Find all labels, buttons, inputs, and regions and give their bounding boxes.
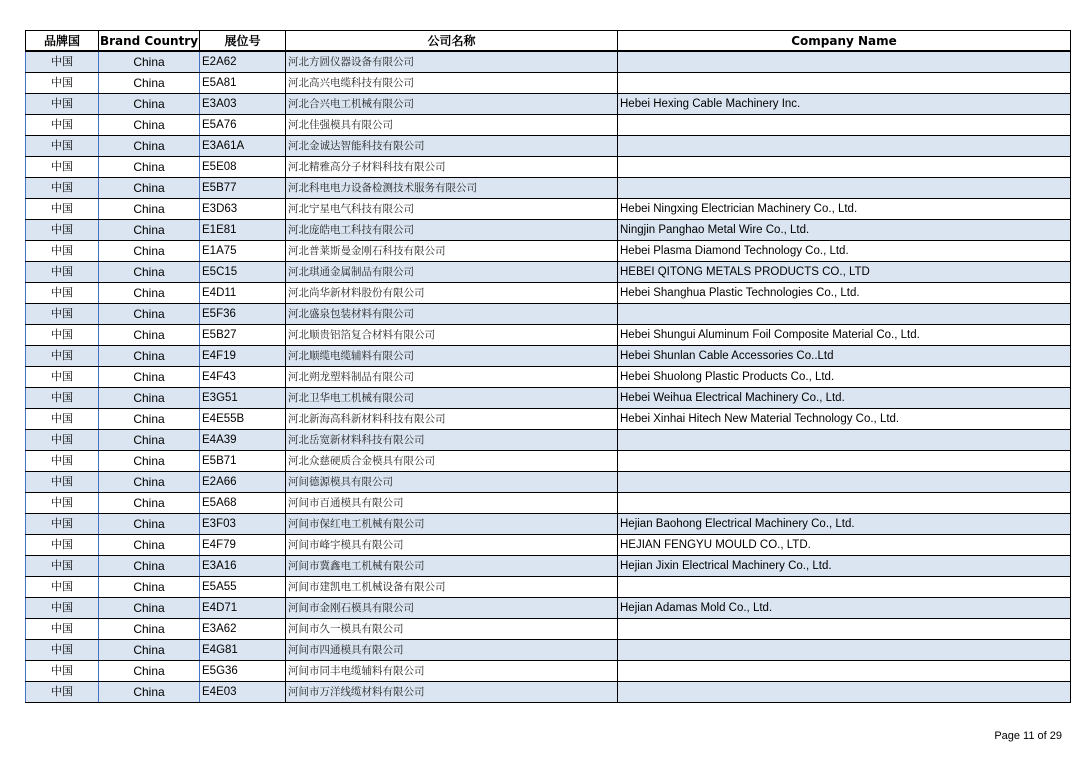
table-row bbox=[26, 325, 1071, 346]
cell-brand-country-en: China bbox=[99, 199, 200, 220]
cell-booth-number: E4E55B bbox=[200, 409, 286, 430]
cell-booth-number: E3A03 bbox=[200, 94, 286, 115]
cell-booth-number: E4F19 bbox=[200, 346, 286, 367]
table-row bbox=[26, 577, 1071, 598]
cell-company-name-en bbox=[618, 178, 1071, 199]
table-row bbox=[26, 598, 1071, 619]
cell-brand-country-en: China bbox=[99, 367, 200, 388]
cell-company-name-cn: 河北普莱斯曼金刚石科技有限公司 bbox=[286, 241, 618, 262]
cell-company-name-en bbox=[618, 51, 1071, 73]
cell-brand-country-en: China bbox=[99, 94, 200, 115]
table-row bbox=[26, 619, 1071, 640]
cell-brand-country-cn: 中国 bbox=[26, 472, 99, 493]
cell-brand-country-en: China bbox=[99, 409, 200, 430]
cell-company-name-en bbox=[618, 640, 1071, 661]
cell-company-name-cn: 河北合兴电工机械有限公司 bbox=[286, 94, 618, 115]
table-body bbox=[26, 51, 1071, 703]
cell-brand-country-en: China bbox=[99, 598, 200, 619]
cell-booth-number: E4D71 bbox=[200, 598, 286, 619]
cell-brand-country-cn: 中国 bbox=[26, 136, 99, 157]
page-number: Page 11 of 29 bbox=[994, 730, 1062, 742]
cell-booth-number: E5A81 bbox=[200, 73, 286, 94]
cell-brand-country-en: China bbox=[99, 283, 200, 304]
table-row bbox=[26, 682, 1071, 703]
cell-company-name-en: Hejian Adamas Mold Co., Ltd. bbox=[618, 598, 1071, 619]
cell-company-name-cn: 河间市保红电工机械有限公司 bbox=[286, 514, 618, 535]
cell-company-name-cn: 河北朔龙塑料制品有限公司 bbox=[286, 367, 618, 388]
cell-brand-country-cn: 中国 bbox=[26, 556, 99, 577]
cell-booth-number: E2A62 bbox=[200, 51, 286, 73]
cell-company-name-en bbox=[618, 136, 1071, 157]
cell-brand-country-en: China bbox=[99, 241, 200, 262]
cell-brand-country-en: China bbox=[99, 430, 200, 451]
table-row bbox=[26, 51, 1071, 73]
table-row bbox=[26, 304, 1071, 325]
cell-booth-number: E3A61A bbox=[200, 136, 286, 157]
cell-company-name-cn: 河北众慈硬质合金模具有限公司 bbox=[286, 451, 618, 472]
cell-brand-country-cn: 中国 bbox=[26, 451, 99, 472]
cell-brand-country-cn: 中国 bbox=[26, 514, 99, 535]
cell-brand-country-cn: 中国 bbox=[26, 640, 99, 661]
cell-brand-country-cn: 中国 bbox=[26, 535, 99, 556]
cell-company-name-cn: 河北新海高科新材料科技有限公司 bbox=[286, 409, 618, 430]
cell-company-name-en: Hejian Jixin Electrical Machinery Co., Ltd. bbox=[618, 556, 1071, 577]
cell-brand-country-cn: 中国 bbox=[26, 619, 99, 640]
header-row bbox=[26, 31, 1071, 52]
table-row bbox=[26, 640, 1071, 661]
table-row bbox=[26, 388, 1071, 409]
cell-company-name-cn: 河间市金刚石模具有限公司 bbox=[286, 598, 618, 619]
cell-brand-country-en: China bbox=[99, 304, 200, 325]
cell-brand-country-cn: 中国 bbox=[26, 388, 99, 409]
cell-company-name-en bbox=[618, 451, 1071, 472]
cell-brand-country-en: China bbox=[99, 493, 200, 514]
cell-company-name-en: Hebei Xinhai Hitech New Material Technology Co., Ltd. bbox=[618, 409, 1071, 430]
header-brand-country-en: Brand Country bbox=[99, 31, 200, 52]
cell-company-name-cn: 河北宁星电气科技有限公司 bbox=[286, 199, 618, 220]
cell-booth-number: E5B27 bbox=[200, 325, 286, 346]
cell-brand-country-cn: 中国 bbox=[26, 661, 99, 682]
cell-brand-country-cn: 中国 bbox=[26, 409, 99, 430]
cell-brand-country-en: China bbox=[99, 472, 200, 493]
cell-company-name-en bbox=[618, 661, 1071, 682]
cell-company-name-cn: 河北精雅高分子材料科技有限公司 bbox=[286, 157, 618, 178]
cell-brand-country-en: China bbox=[99, 682, 200, 703]
exhibitor-table bbox=[25, 30, 1071, 703]
cell-company-name-en bbox=[618, 577, 1071, 598]
cell-company-name-en: Hebei Hexing Cable Machinery Inc. bbox=[618, 94, 1071, 115]
cell-company-name-cn: 河北金诚达智能科技有限公司 bbox=[286, 136, 618, 157]
table-row bbox=[26, 136, 1071, 157]
cell-brand-country-en: China bbox=[99, 661, 200, 682]
table-row bbox=[26, 283, 1071, 304]
table-row bbox=[26, 199, 1071, 220]
cell-brand-country-en: China bbox=[99, 556, 200, 577]
cell-brand-country-cn: 中国 bbox=[26, 304, 99, 325]
cell-company-name-en: Hebei Shuolong Plastic Products Co., Ltd. bbox=[618, 367, 1071, 388]
cell-brand-country-en: China bbox=[99, 178, 200, 199]
table-header bbox=[26, 31, 1071, 52]
cell-brand-country-en: China bbox=[99, 157, 200, 178]
cell-company-name-en: Hebei Shungui Aluminum Foil Composite Material Co., Ltd. bbox=[618, 325, 1071, 346]
cell-brand-country-cn: 中国 bbox=[26, 115, 99, 136]
cell-company-name-cn: 河北顺缆电缆辅料有限公司 bbox=[286, 346, 618, 367]
cell-booth-number: E2A66 bbox=[200, 472, 286, 493]
cell-booth-number: E5A55 bbox=[200, 577, 286, 598]
cell-company-name-en bbox=[618, 157, 1071, 178]
cell-company-name-cn: 河间市百通模具有限公司 bbox=[286, 493, 618, 514]
cell-booth-number: E5B71 bbox=[200, 451, 286, 472]
cell-booth-number: E4F79 bbox=[200, 535, 286, 556]
cell-booth-number: E5G36 bbox=[200, 661, 286, 682]
cell-company-name-en bbox=[618, 115, 1071, 136]
cell-company-name-cn: 河间市冀鑫电工机械有限公司 bbox=[286, 556, 618, 577]
cell-company-name-cn: 河间市建凯电工机械设备有限公司 bbox=[286, 577, 618, 598]
cell-company-name-en bbox=[618, 430, 1071, 451]
table-row bbox=[26, 409, 1071, 430]
cell-booth-number: E3D63 bbox=[200, 199, 286, 220]
table-row bbox=[26, 94, 1071, 115]
cell-company-name-en: Hebei Shunlan Cable Accessories Co..Ltd bbox=[618, 346, 1071, 367]
cell-booth-number: E3F03 bbox=[200, 514, 286, 535]
cell-booth-number: E3G51 bbox=[200, 388, 286, 409]
cell-booth-number: E4E03 bbox=[200, 682, 286, 703]
cell-company-name-en: Hebei Shanghua Plastic Technologies Co., Ltd. bbox=[618, 283, 1071, 304]
cell-booth-number: E5F36 bbox=[200, 304, 286, 325]
cell-company-name-cn: 河北顺贵铝箔复合材料有限公司 bbox=[286, 325, 618, 346]
table-row bbox=[26, 73, 1071, 94]
cell-booth-number: E5B77 bbox=[200, 178, 286, 199]
cell-brand-country-en: China bbox=[99, 535, 200, 556]
cell-company-name-cn: 河北庞皓电工科技有限公司 bbox=[286, 220, 618, 241]
cell-company-name-en bbox=[618, 619, 1071, 640]
table-row bbox=[26, 262, 1071, 283]
cell-company-name-cn: 河间市四通模具有限公司 bbox=[286, 640, 618, 661]
cell-booth-number: E4A39 bbox=[200, 430, 286, 451]
cell-brand-country-en: China bbox=[99, 115, 200, 136]
cell-company-name-cn: 河北高兴电缆科技有限公司 bbox=[286, 73, 618, 94]
cell-brand-country-cn: 中国 bbox=[26, 178, 99, 199]
cell-brand-country-cn: 中国 bbox=[26, 493, 99, 514]
cell-booth-number: E4F43 bbox=[200, 367, 286, 388]
cell-company-name-cn: 河间德源模具有限公司 bbox=[286, 472, 618, 493]
cell-brand-country-cn: 中国 bbox=[26, 262, 99, 283]
cell-booth-number: E3A16 bbox=[200, 556, 286, 577]
cell-brand-country-en: China bbox=[99, 346, 200, 367]
cell-brand-country-cn: 中国 bbox=[26, 346, 99, 367]
table-row bbox=[26, 367, 1071, 388]
header-brand-country-cn: 品牌国 bbox=[26, 31, 99, 52]
cell-company-name-cn: 河间市峰宇模具有限公司 bbox=[286, 535, 618, 556]
cell-company-name-cn: 河间市同丰电缆辅料有限公司 bbox=[286, 661, 618, 682]
cell-company-name-en: HEBEI QITONG METALS PRODUCTS CO., LTD bbox=[618, 262, 1071, 283]
cell-brand-country-cn: 中国 bbox=[26, 598, 99, 619]
table-row bbox=[26, 472, 1071, 493]
cell-company-name-en bbox=[618, 73, 1071, 94]
cell-company-name-cn: 河北盛泉包装材料有限公司 bbox=[286, 304, 618, 325]
header-company-name-cn: 公司名称 bbox=[286, 31, 618, 52]
table-row bbox=[26, 451, 1071, 472]
cell-brand-country-cn: 中国 bbox=[26, 199, 99, 220]
cell-booth-number: E3A62 bbox=[200, 619, 286, 640]
table-row bbox=[26, 661, 1071, 682]
table-row bbox=[26, 241, 1071, 262]
table-row bbox=[26, 178, 1071, 199]
cell-brand-country-cn: 中国 bbox=[26, 73, 99, 94]
cell-company-name-en bbox=[618, 472, 1071, 493]
cell-company-name-en: Hebei Plasma Diamond Technology Co., Ltd. bbox=[618, 241, 1071, 262]
cell-company-name-en: Hebei Weihua Electrical Machinery Co., Ltd. bbox=[618, 388, 1071, 409]
cell-company-name-en: HEJIAN FENGYU MOULD CO., LTD. bbox=[618, 535, 1071, 556]
cell-brand-country-cn: 中国 bbox=[26, 241, 99, 262]
cell-brand-country-cn: 中国 bbox=[26, 682, 99, 703]
cell-brand-country-en: China bbox=[99, 388, 200, 409]
cell-company-name-en bbox=[618, 682, 1071, 703]
table-row bbox=[26, 430, 1071, 451]
cell-booth-number: E1A75 bbox=[200, 241, 286, 262]
cell-brand-country-en: China bbox=[99, 451, 200, 472]
cell-booth-number: E5E08 bbox=[200, 157, 286, 178]
cell-brand-country-cn: 中国 bbox=[26, 283, 99, 304]
table-row bbox=[26, 493, 1071, 514]
cell-company-name-cn: 河北琪通金属制品有限公司 bbox=[286, 262, 618, 283]
cell-brand-country-cn: 中国 bbox=[26, 51, 99, 73]
cell-brand-country-en: China bbox=[99, 325, 200, 346]
cell-company-name-cn: 河北岳宽新材料科技有限公司 bbox=[286, 430, 618, 451]
cell-company-name-cn: 河北尚华新材料股份有限公司 bbox=[286, 283, 618, 304]
cell-company-name-cn: 河北卫华电工机械有限公司 bbox=[286, 388, 618, 409]
cell-brand-country-cn: 中国 bbox=[26, 220, 99, 241]
cell-brand-country-cn: 中国 bbox=[26, 325, 99, 346]
cell-company-name-en: Hebei Ningxing Electrician Machinery Co., Ltd. bbox=[618, 199, 1071, 220]
table-row bbox=[26, 535, 1071, 556]
table-row bbox=[26, 346, 1071, 367]
cell-company-name-cn: 河间市久一模具有限公司 bbox=[286, 619, 618, 640]
cell-company-name-en: Hejian Baohong Electrical Machinery Co., Ltd. bbox=[618, 514, 1071, 535]
table-row bbox=[26, 556, 1071, 577]
cell-company-name-cn: 河间市万洋线缆材料有限公司 bbox=[286, 682, 618, 703]
cell-company-name-en: Ningjin Panghao Metal Wire Co., Ltd. bbox=[618, 220, 1071, 241]
table-row bbox=[26, 157, 1071, 178]
cell-brand-country-cn: 中国 bbox=[26, 367, 99, 388]
cell-brand-country-en: China bbox=[99, 73, 200, 94]
cell-company-name-en bbox=[618, 304, 1071, 325]
cell-company-name-en bbox=[618, 493, 1071, 514]
table-row bbox=[26, 115, 1071, 136]
cell-booth-number: E4G81 bbox=[200, 640, 286, 661]
header-company-name-en: Company Name bbox=[618, 31, 1071, 52]
header-booth-number: 展位号 bbox=[200, 31, 286, 52]
cell-brand-country-en: China bbox=[99, 514, 200, 535]
cell-brand-country-en: China bbox=[99, 136, 200, 157]
cell-brand-country-cn: 中国 bbox=[26, 577, 99, 598]
cell-booth-number: E1E81 bbox=[200, 220, 286, 241]
cell-brand-country-cn: 中国 bbox=[26, 94, 99, 115]
cell-brand-country-cn: 中国 bbox=[26, 430, 99, 451]
cell-brand-country-cn: 中国 bbox=[26, 157, 99, 178]
cell-booth-number: E4D11 bbox=[200, 283, 286, 304]
cell-booth-number: E5C15 bbox=[200, 262, 286, 283]
cell-brand-country-en: China bbox=[99, 619, 200, 640]
cell-company-name-cn: 河北方圆仪器设备有限公司 bbox=[286, 51, 618, 73]
cell-company-name-cn: 河北科电电力设备检测技术服务有限公司 bbox=[286, 178, 618, 199]
cell-brand-country-en: China bbox=[99, 220, 200, 241]
cell-brand-country-en: China bbox=[99, 51, 200, 73]
cell-company-name-cn: 河北佳强模具有限公司 bbox=[286, 115, 618, 136]
table-row bbox=[26, 514, 1071, 535]
cell-booth-number: E5A76 bbox=[200, 115, 286, 136]
cell-brand-country-en: China bbox=[99, 577, 200, 598]
table-row bbox=[26, 220, 1071, 241]
cell-booth-number: E5A68 bbox=[200, 493, 286, 514]
cell-brand-country-en: China bbox=[99, 640, 200, 661]
cell-brand-country-en: China bbox=[99, 262, 200, 283]
